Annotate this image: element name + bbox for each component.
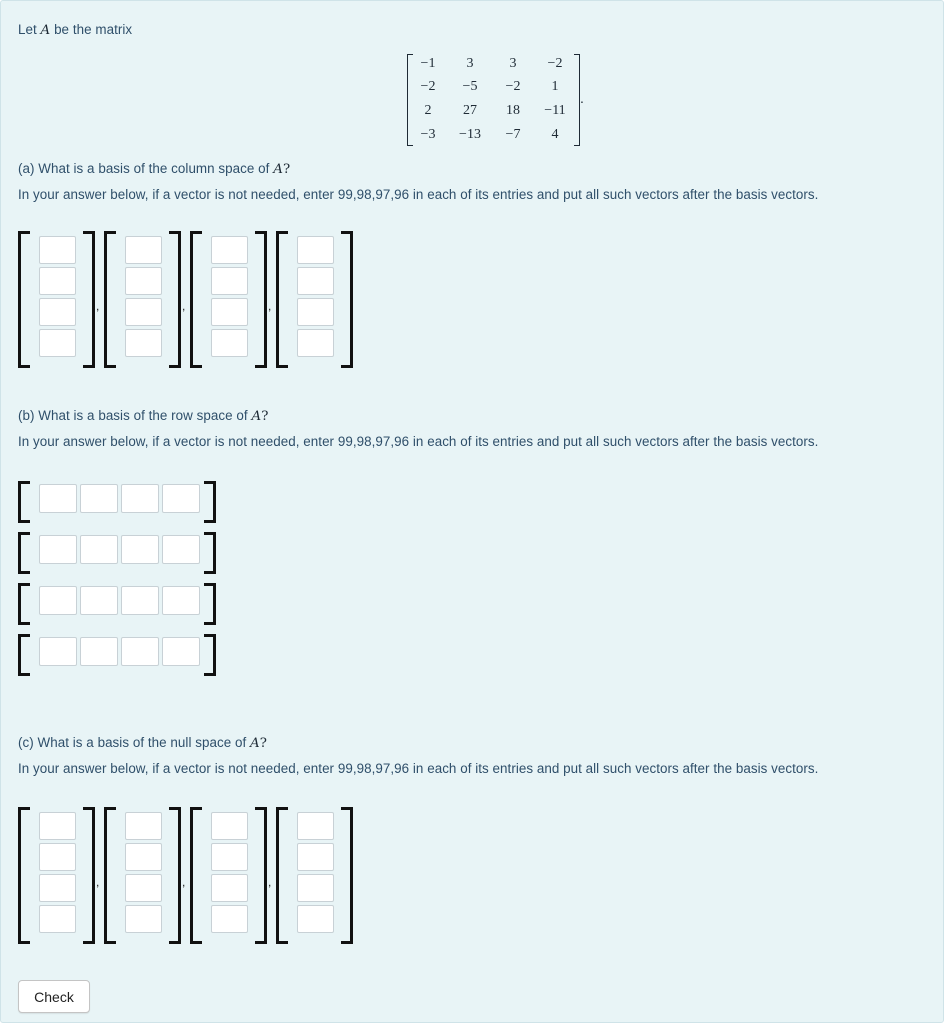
part-a-vector-4-entry-3[interactable] <box>297 298 334 326</box>
part-b-question-mark: ? <box>261 409 269 424</box>
part-a-vector-1-entry-4[interactable] <box>39 329 76 357</box>
part-c-vector-1-entry-1[interactable] <box>39 812 76 840</box>
matrix-variable: A <box>40 23 51 38</box>
vector-right-bracket <box>204 481 216 523</box>
part-a-vector-2-entry-4[interactable] <box>125 329 162 357</box>
part-c-vector-3-entry-2[interactable] <box>211 843 248 871</box>
vector-right-bracket <box>204 634 216 676</box>
part-c-vector-1-entry-4[interactable] <box>39 905 76 933</box>
intro-text <box>18 22 132 38</box>
part-a-question <box>18 161 290 177</box>
vector-left-bracket <box>18 532 30 574</box>
matrix-cell: −1 <box>420 56 436 71</box>
intro-post: be the matrix <box>54 22 133 37</box>
part-a-vector-3-entry-2[interactable] <box>211 267 248 295</box>
part-c-vector-4-entry-2[interactable] <box>297 843 334 871</box>
part-c-vector-4-entry-1[interactable] <box>297 812 334 840</box>
part-c-question-mark: ? <box>259 736 268 751</box>
matrix-cell: −2 <box>420 79 436 94</box>
vector-separator: , <box>182 875 186 889</box>
matrix-cell: −2 <box>505 79 521 94</box>
part-a-vector-1-entry-1[interactable] <box>39 236 76 264</box>
part-b-variable: A <box>251 409 262 424</box>
vector-separator: , <box>268 875 272 889</box>
vector-right-bracket <box>204 583 216 625</box>
part-a-vector-4-entry-1[interactable] <box>297 236 334 264</box>
matrix-cell: −2 <box>547 56 563 71</box>
part-b-vector-3-entry-3[interactable] <box>121 586 159 615</box>
matrix-a <box>407 54 587 146</box>
vector-left-bracket <box>18 807 30 944</box>
matrix-cell: 1 <box>551 79 559 94</box>
part-b-vector-4-entry-1[interactable] <box>39 637 77 666</box>
part-a-vector-2-entry-1[interactable] <box>125 236 162 264</box>
vector-left-bracket <box>276 231 288 368</box>
part-b-vector-3-entry-4[interactable] <box>162 586 200 615</box>
matrix-cell: 3 <box>466 56 474 71</box>
part-b-question-text: (b) What is a basis of the row space of <box>18 408 248 423</box>
part-a-vector-4-entry-4[interactable] <box>297 329 334 357</box>
part-b-vector-3-entry-2[interactable] <box>80 586 118 615</box>
vector-left-bracket <box>190 231 202 368</box>
check-button[interactable]: Check <box>18 980 90 1013</box>
part-c-vector-4-entry-4[interactable] <box>297 905 334 933</box>
matrix-cell: 18 <box>506 103 520 118</box>
part-b-vector-1-entry-1[interactable] <box>39 484 77 513</box>
part-b-vector-2-entry-1[interactable] <box>39 535 77 564</box>
vector-separator: , <box>96 299 100 313</box>
vector-right-bracket <box>169 807 181 944</box>
part-c-question-text: (c) What is a basis of the null space of <box>18 735 247 750</box>
part-a-vector-4-entry-2[interactable] <box>297 267 334 295</box>
part-b-vector-4-entry-4[interactable] <box>162 637 200 666</box>
part-b-vector-1-entry-4[interactable] <box>162 484 200 513</box>
vector-right-bracket <box>204 532 216 574</box>
part-b-instruction: In your answer below, if a vector is not needed, enter 99,98,97,96 in each of its entries and put all such vectors after the basis vectors. <box>18 434 819 449</box>
vector-left-bracket <box>18 583 30 625</box>
vector-left-bracket <box>190 807 202 944</box>
part-b-vector-1-entry-3[interactable] <box>121 484 159 513</box>
vector-left-bracket <box>104 231 116 368</box>
part-a-vector-2-entry-2[interactable] <box>125 267 162 295</box>
part-b-vector-2-entry-3[interactable] <box>121 535 159 564</box>
part-a-vector-3-entry-1[interactable] <box>211 236 248 264</box>
part-b-vector-1-entry-2[interactable] <box>80 484 118 513</box>
part-b-question <box>18 408 268 424</box>
part-b-vector-2-entry-2[interactable] <box>80 535 118 564</box>
part-a-question-text: (a) What is a basis of the column space of <box>18 161 270 176</box>
matrix-cell: 27 <box>463 103 477 118</box>
part-c-vector-2-entry-1[interactable] <box>125 812 162 840</box>
part-b-vector-2-entry-4[interactable] <box>162 535 200 564</box>
matrix-cell: 3 <box>509 56 517 71</box>
vector-separator: , <box>268 299 272 313</box>
part-c-instruction: In your answer below, if a vector is not needed, enter 99,98,97,96 in each of its entries and put all such vectors after the basis vectors. <box>18 761 819 776</box>
matrix-cell: −11 <box>544 103 566 118</box>
matrix-cell: −7 <box>505 127 521 142</box>
matrix-cell: 2 <box>424 103 432 118</box>
part-c-vector-1-entry-3[interactable] <box>39 874 76 902</box>
vector-right-bracket <box>169 231 181 368</box>
matrix-cell: −13 <box>459 127 481 142</box>
part-a-vector-1-entry-3[interactable] <box>39 298 76 326</box>
part-c-vector-3-entry-4[interactable] <box>211 905 248 933</box>
part-c-vector-3-entry-1[interactable] <box>211 812 248 840</box>
part-a-question-mark: ? <box>282 162 291 177</box>
part-c-vector-4-entry-3[interactable] <box>297 874 334 902</box>
part-c-vector-2-entry-4[interactable] <box>125 905 162 933</box>
vector-left-bracket <box>18 634 30 676</box>
part-b-vector-4-entry-3[interactable] <box>121 637 159 666</box>
vector-left-bracket <box>18 481 30 523</box>
vector-right-bracket <box>255 807 267 944</box>
part-a-vector-3-entry-4[interactable] <box>211 329 248 357</box>
part-c-vector-1-entry-2[interactable] <box>39 843 76 871</box>
vector-left-bracket <box>276 807 288 944</box>
matrix-cell: 4 <box>551 127 559 142</box>
vector-left-bracket <box>18 231 30 368</box>
vector-right-bracket <box>255 231 267 368</box>
vector-left-bracket <box>104 807 116 944</box>
part-c-variable: A <box>250 736 260 751</box>
matrix-period: . <box>580 90 584 106</box>
matrix-cell: −3 <box>420 127 436 142</box>
part-a-vector-3-entry-3[interactable] <box>211 298 248 326</box>
part-b-vector-3-entry-1[interactable] <box>39 586 77 615</box>
part-b-vector-4-entry-2[interactable] <box>80 637 118 666</box>
part-c-vector-2-entry-3[interactable] <box>125 874 162 902</box>
part-a-vector-1-entry-2[interactable] <box>39 267 76 295</box>
vector-separator: , <box>96 875 100 889</box>
vector-separator: , <box>182 299 186 313</box>
intro-pre: Let <box>18 22 37 37</box>
vector-right-bracket <box>341 807 353 944</box>
vector-right-bracket <box>83 231 95 368</box>
part-a-vector-2-entry-3[interactable] <box>125 298 162 326</box>
part-a-variable: A <box>273 162 283 177</box>
part-c-vector-2-entry-2[interactable] <box>125 843 162 871</box>
part-c-vector-3-entry-3[interactable] <box>211 874 248 902</box>
part-a-instruction: In your answer below, if a vector is not needed, enter 99,98,97,96 in each of its entries and put all such vectors after the basis vectors. <box>18 187 819 202</box>
vector-right-bracket <box>83 807 95 944</box>
part-c-question <box>18 735 267 751</box>
vector-right-bracket <box>341 231 353 368</box>
matrix-cell: −5 <box>462 79 478 94</box>
